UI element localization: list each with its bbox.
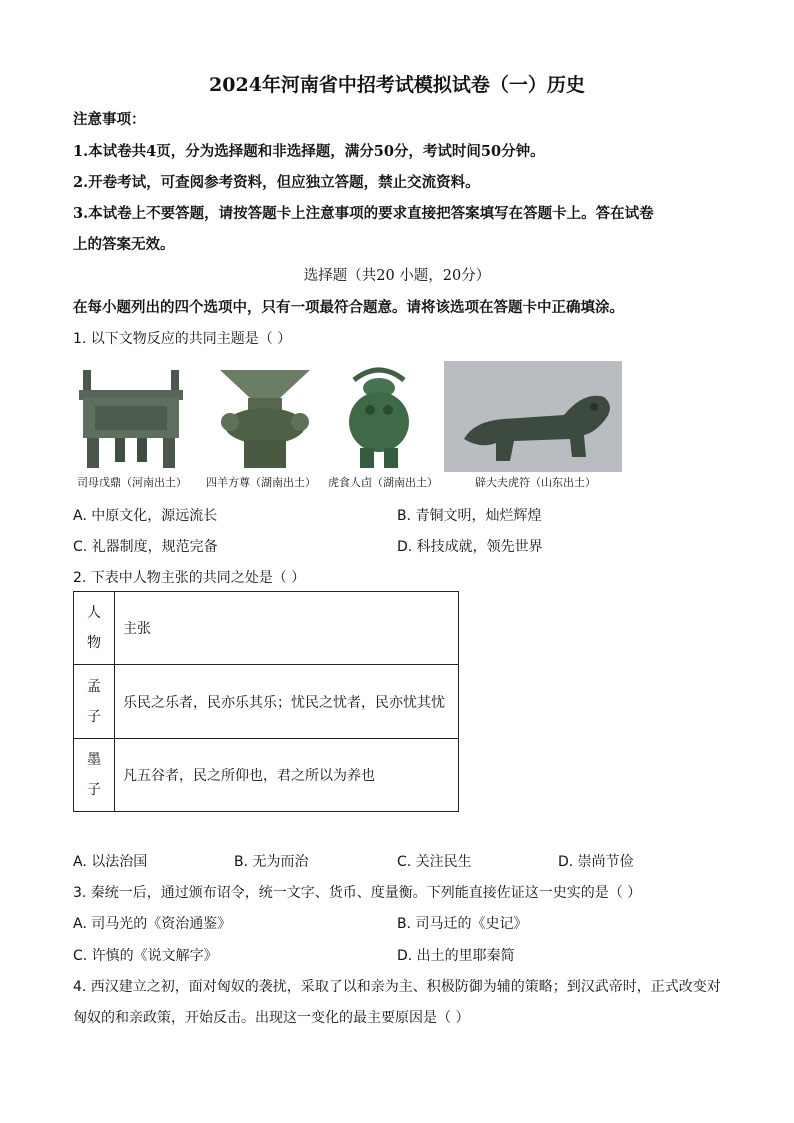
header-person	[74, 592, 115, 665]
q3-option-b: B. 司马迁的《史记》	[397, 916, 528, 932]
q1-option-d: D. 科技成就，领先世界	[397, 539, 543, 555]
q3-option-d: D. 出土的里耶秦简	[397, 948, 515, 964]
tiger-tally-image	[444, 361, 622, 472]
section-heading: 选择题（共20 小题，20分）	[303, 268, 491, 284]
person-mozi	[74, 739, 115, 812]
claim-mencius: 乐民之乐者，民亦乐其乐；忧民之忧者，民亦忧其忧	[115, 665, 459, 739]
caption-four-goat-zun: 四羊方尊（湖南出土）	[206, 476, 316, 489]
claim-mozi: 凡五谷者，民之所仰也，君之所以为养也	[115, 739, 459, 812]
notice-heading: 注意事项：	[73, 111, 146, 128]
q2-option-a: A. 以法治国	[73, 854, 148, 870]
table-row	[74, 739, 459, 812]
caption-tiger-tally: 辟大夫虎符（山东出土）	[475, 476, 596, 489]
notice-item-2: 2.开卷考试，可查阅参考资料，但应独立答题，禁止交流资料。	[73, 174, 480, 191]
person-mencius	[74, 665, 115, 739]
mozi-char-2: 子	[87, 782, 101, 798]
simuwu-ding-image	[73, 362, 189, 472]
q2-option-b: B. 无为而治	[234, 854, 309, 870]
question-3-stem: 3. 秦统一后，通过颁布诏令，统一文字、货币、度量衡。下列能直接佐证这一史实的是（ ）	[73, 885, 642, 901]
question-4-stem-cont: 匈奴的和亲政策，开始反击。出现这一变化的最主要原因是（ ）	[73, 1010, 470, 1026]
tiger-eating-man-you-image	[340, 360, 418, 472]
page-title: 2024年河南省中招考试模拟试卷（一）历史	[209, 74, 585, 96]
notice-item-1: 1.本试卷共4页，分为选择题和非选择题，满分50分，考试时间50分钟。	[73, 143, 545, 160]
q3-option-a: A. 司马光的《资治通鉴》	[73, 916, 232, 932]
q1-option-b: B. 青铜文明，灿烂辉煌	[397, 508, 542, 524]
mencius-char-1: 孟	[87, 678, 101, 695]
question-2-stem: 2. 下表中人物主张的共同之处是（ ）	[73, 570, 306, 586]
caption-tiger-you: 虎食人卣（湖南出土）	[328, 476, 438, 489]
mozi-char-1: 墨	[87, 752, 101, 768]
q3-option-c: C. 许慎的《说文解字》	[73, 948, 218, 964]
four-goat-zun-image	[214, 362, 316, 472]
caption-simuwu-ding: 司母戊鼎（河南出土）	[77, 476, 187, 489]
q2-table	[73, 591, 459, 812]
notice-item-3: 3.本试卷上不要答题，请按答题卡上注意事项的要求直接把答案填写在答题卡上。答在试卷	[73, 205, 654, 222]
table-row	[74, 665, 459, 739]
mencius-char-2: 子	[87, 708, 101, 725]
question-4-stem: 4. 西汉建立之初，面对匈奴的袭扰，采取了以和亲为主、积极防御为辅的策略；到汉武帝时，正式改变对	[73, 979, 721, 995]
header-person-char-1: 人	[87, 605, 101, 621]
q1-option-c: C. 礼器制度，规范完备	[73, 539, 218, 555]
question-1-stem: 1. 以下文物反应的共同主题是（ ）	[73, 331, 292, 347]
q2-option-c: C. 关注民生	[397, 854, 472, 870]
section-instruction: 在每小题列出的四个选项中，只有一项最符合题意。请将该选项在答题卡中正确填涂。	[73, 299, 624, 316]
notice-item-3-cont: 上的答案无效。	[73, 236, 175, 253]
table-header-row	[74, 592, 459, 665]
q2-option-d: D. 崇尚节俭	[558, 854, 634, 870]
q1-option-a: A. 中原文化，源远流长	[73, 508, 218, 524]
header-person-char-2: 物	[87, 635, 101, 651]
header-claim: 主张	[115, 592, 459, 665]
